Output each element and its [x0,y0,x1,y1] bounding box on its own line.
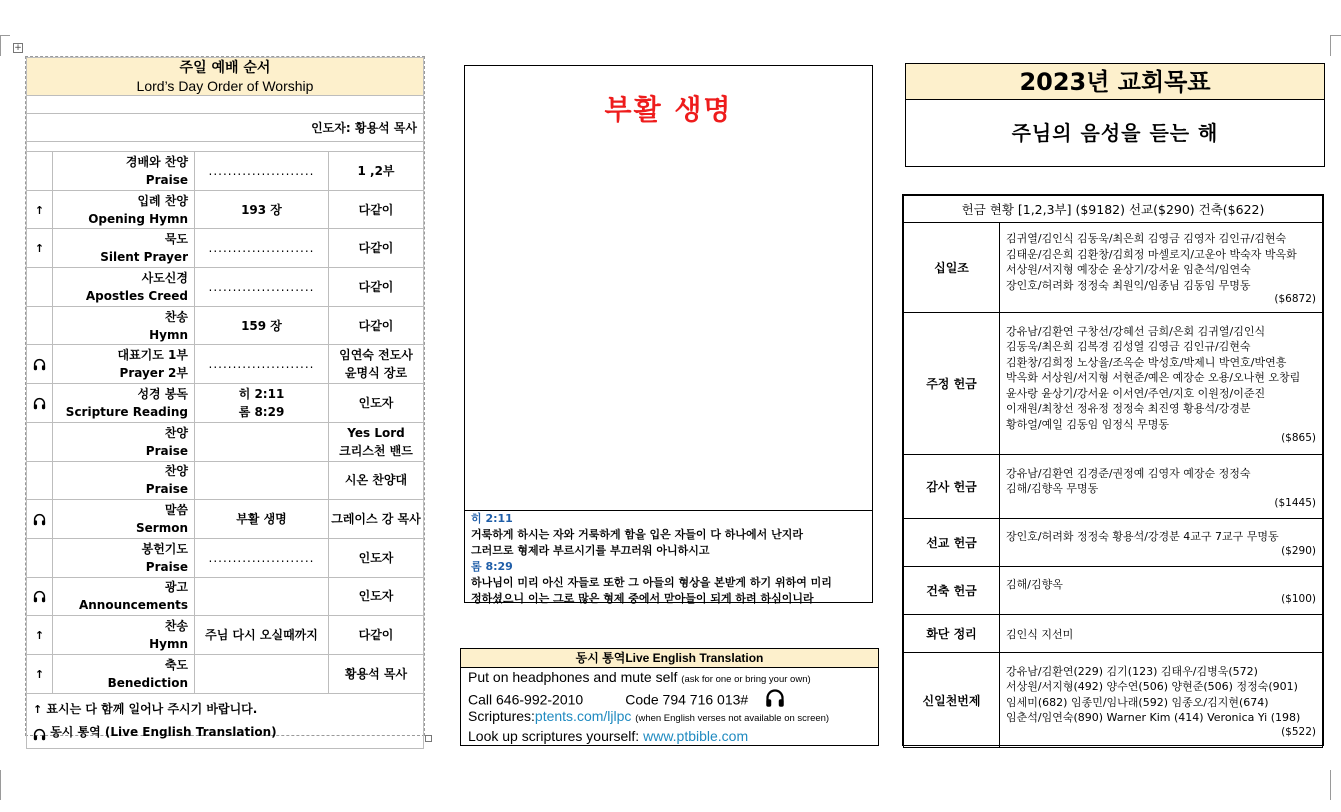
translation-line-headphones [461,668,878,688]
order-name-en: Sermon [136,521,188,536]
order-name-ko: 축도 [164,657,188,672]
lookup-label: Look up scriptures yourself: [468,727,640,744]
page-corner-mark [1330,770,1331,800]
order-name [53,345,195,384]
page-corner-mark [1330,35,1341,36]
order-detail-cell [195,538,329,577]
order-name [53,190,195,229]
worship-row [27,306,424,345]
order-mark [27,345,53,384]
order-name-ko: 찬송 [164,619,188,634]
worship-row [27,190,424,229]
worship-title-en: Lord’s Day Order of Worship [136,77,314,94]
headphones-icon [33,358,46,371]
offering-row [904,223,1323,313]
order-leader: 다같이 [358,279,394,294]
offering-category: 선교 헌금 [904,519,1000,567]
order-detail-cell [195,229,329,268]
order-mark [27,384,53,423]
verse-line: 정하셨으니 이는 그로 많은 형제 중에서 맏아들이 되게 하려 하심이니라 [471,592,814,605]
order-leader-cell [329,190,424,229]
order-detail-cell [195,345,329,384]
headphones-note: (ask for one or bring your own) [681,674,811,685]
order-name-en: Apostles Creed [85,288,188,303]
order-leader: 시온 찬양대 [344,473,408,488]
order-name-ko: 묵도 [164,232,188,247]
order-detail-cell [195,268,329,307]
order-leader-cell [329,268,424,307]
offering-names-line: 서상원/서지형 예장순 윤상기/강서윤 임춘석/임연숙 [1006,263,1251,276]
order-detail-cell [195,654,329,693]
order-leader: 다같이 [358,241,394,256]
offering-names-line: 김귀열/김인식 김동욱/최은희 김영금 김영자 김인규/김현숙 [1006,232,1287,245]
order-name [53,654,195,693]
worship-order-table [25,56,425,740]
order-detail: 193 장 [241,202,282,217]
table-move-handle-icon[interactable]: + [14,43,22,53]
offering-amount: ($100) [1281,592,1316,605]
offering-amount: ($522) [1281,725,1316,738]
page-corner-mark [0,36,1,56]
offering-names-line: 김해/김향옥 무명동 [1006,482,1099,495]
translation-line-call [461,688,878,708]
offering-names-line: 이재원/최창선 정유정 정정숙 최진영 황용석/강경분 [1006,402,1251,416]
headphones-icon [33,590,46,603]
order-leader: 그레이스 강 목사 [331,512,421,527]
order-leader-cell [329,654,424,693]
order-detail: 롬 8:29 [238,404,285,419]
offering-amount: ($865) [1281,432,1316,445]
order-name-en: Praise [145,172,188,187]
offering-names-line: 서상원/서지형(492) 양수연(506) 양현준(506) 정정숙(901) [1006,680,1298,693]
order-leader-cell [329,306,424,345]
order-detail-cell [195,461,329,500]
verse-line: 하나님이 미리 아신 자들로 또한 그 아들의 형상을 본받게 하기 위하여 미리 [471,576,832,589]
order-leader-cell [329,461,424,500]
ptbible-link[interactable]: www.ptbible.com [643,727,749,744]
live-translation-box [460,648,879,746]
order-name-ko: 입례 찬양 [137,193,188,208]
offering-category: 화단 정리 [904,615,1000,653]
spacer-row [27,142,424,152]
order-mark [27,152,53,191]
order-name-ko: 경배와 찬양 [125,154,188,169]
goal-theme: 주님의 음성을 듣는 해 [1011,121,1219,145]
scripture-verses [465,510,872,605]
order-name-en: Prayer 2부 [119,366,188,381]
offering-names-line: 황하얼/예일 김동임 임정식 무명동 [1006,417,1169,431]
offering-names-line: 김동욱/최은희 김복경 김성열 김영금 김인규/김현숙 [1006,340,1251,354]
order-mark [27,306,53,345]
offering-names-line: 김해/김향옥 [1006,578,1063,592]
offering-names-line: 강유남/김환연 구창선/강혜선 금희/은회 김귀열/김인식 [1006,324,1266,338]
offering-row [904,615,1323,653]
offering-names-line: 김태운/김은희 김환창/김희정 마셀로지/고운아 박숙자 박옥화 [1006,247,1297,261]
order-leader: 윤명식 장로 [344,366,408,381]
order-leader: 크리스천 밴드 [339,443,413,458]
order-detail-cell [195,306,329,345]
order-detail-cell [195,616,329,655]
headphones-icon [33,513,46,526]
sermon-box [464,65,873,603]
call-code: Code 794 716 013# [625,690,749,707]
order-leader-cell [329,500,424,539]
order-leader: 다같이 [358,318,394,333]
order-leader: 인도자 [358,550,394,565]
offering-names-line: 강유남/김환연(229) 김기(123) 김태우/김병욱(572) [1006,664,1258,678]
offering-header: 헌금 현황 [1,2,3부] ($9182) 선교($290) 건축($622) [904,196,1323,223]
order-name-en: Hymn [149,327,188,342]
order-detail: 부활 생명 [236,512,287,527]
page-corner-mark [0,770,1,800]
offering-row [904,313,1323,455]
church-goal-box [905,63,1325,167]
headphones-icon [33,726,46,739]
offering-names [1000,223,1323,313]
order-name-ko: 대표기도 1부 [117,348,188,363]
order-name [53,538,195,577]
page-corner-mark [0,35,10,36]
offering-names-line: 임세미(682) 임종민/임나래(592) 임종오/김지현(674) [1006,695,1269,709]
worship-row [27,384,424,423]
scriptures-label: Scriptures: [468,708,535,724]
order-leader-cell [329,345,424,384]
order-mark [27,422,53,461]
order-leader: 인도자 [358,589,394,604]
order-name [53,500,195,539]
offering-amount: ($6872) [1274,293,1316,305]
order-mark [27,654,53,693]
worship-row [27,500,424,539]
order-leader-cell [329,538,424,577]
order-mark [27,616,53,655]
order-name-en: Praise [145,482,188,497]
stand-note [33,698,423,721]
goal-title: 2023년 교회목표 [906,64,1324,100]
table-resize-handle[interactable] [425,735,432,742]
order-leader-cell [329,577,424,616]
offering-names-line: 김인식 지선미 [1006,627,1074,641]
stand-arrow-icon: ↑ [34,203,45,217]
order-leader-cell [329,152,424,191]
scriptures-note: (when English verses not available on screen) [635,713,830,724]
order-detail: 주님 다시 오실때까지 [205,628,318,643]
translation-note [33,721,423,743]
order-name [53,616,195,655]
offering-names [1000,615,1323,653]
offering-category: 주정 헌금 [904,313,1000,455]
offering-row [904,455,1323,519]
translation-note-text: 동시 통역 (Live English Translation) [50,725,277,740]
offering-names-line: 박옥화 서상원/서지형 서현준/예은 예장순 오용/오나현 오창림 [1006,371,1301,385]
order-detail-cell [195,422,329,461]
order-mark [27,268,53,307]
worship-title-ko: 주일 예배 순서 [179,59,271,76]
order-name-en: Opening Hymn [88,211,188,226]
order-mark [27,229,53,268]
order-detail: ...................... [208,357,315,372]
order-detail-cell [195,577,329,616]
order-mark [27,190,53,229]
order-detail-cell [195,152,329,191]
order-leader-cell [329,229,424,268]
offering-names [1000,519,1323,567]
order-leader: 인도자 [358,395,394,410]
worship-row [27,422,424,461]
offering-names [1000,455,1323,519]
offering-row [904,653,1323,748]
order-leader: 황용석 목사 [344,666,408,681]
worship-row [27,654,424,693]
headphones-icon [33,397,46,410]
worship-row [27,616,424,655]
stand-arrow-icon: ↑ [33,703,43,717]
order-leader: 다같이 [358,202,394,217]
offering-category: 신일천번제 [904,653,1000,748]
order-name [53,461,195,500]
order-name-ko: 찬양 [164,425,188,440]
offering-names-line: 김환창/김희정 노상율/조옥순 박성호/박제니 박연호/박연흥 [1006,355,1287,369]
stand-note-text: 표시는 다 함께 일어나 주시기 바랍니다. [46,702,258,717]
translation-header: 동시 통역Live English Translation [461,649,878,668]
order-name-en: Praise [145,559,188,574]
order-name-ko: 사도신경 [141,270,188,285]
page-corner-mark [1330,36,1331,56]
verse-line: 그러므로 형제라 부르시기를 부끄러워 아니하시고 [471,544,710,557]
order-name-en: Hymn [149,637,188,652]
order-leader-cell [329,422,424,461]
order-name-ko: 봉헌기도 [141,541,188,556]
order-detail: ...................... [208,163,315,178]
offering-category: 건축 헌금 [904,567,1000,615]
offering-names-line: 강유남/김환연 김경준/권정예 김영자 예장순 정정숙 [1006,466,1251,480]
order-leader-cell [329,384,424,423]
order-mark [27,461,53,500]
stand-arrow-icon: ↑ [34,242,45,256]
call-number: Call 646-992-2010 [468,690,584,707]
stand-arrow-icon: ↑ [34,667,45,681]
blank-row [27,96,424,114]
order-name [53,577,195,616]
order-detail: 히 2:11 [238,386,285,401]
order-name [53,152,195,191]
offering-names [1000,567,1323,615]
order-leader: 다같이 [358,628,394,643]
order-detail: ...................... [208,279,315,294]
worship-row [27,268,424,307]
order-name-en: Scripture Reading [65,404,188,419]
offering-names-line: 장인호/허려화 정정숙 황용석/강경분 4교구 7교구 무명동 [1006,530,1279,544]
translation-line-lookup [461,727,878,747]
verse-ref-1: 히 2:11 [471,512,513,525]
worship-title-cell [27,58,424,96]
order-detail-cell [195,190,329,229]
order-name [53,384,195,423]
order-detail-cell [195,384,329,423]
worship-row [27,461,424,500]
order-name-en: Announcements [78,598,188,613]
offering-amount: ($290) [1281,544,1316,557]
order-leader: 1 ,2부 [357,163,395,178]
order-name-en: Silent Prayer [100,250,188,265]
order-leader: 임연숙 전도사 [339,348,413,363]
offering-names-line: 임춘석/임연숙(890) Warner Kim (414) Veronica Yi (198) [1006,711,1301,724]
worship-row [27,152,424,191]
order-leader: Yes Lord [347,425,405,440]
order-detail: 159 장 [241,318,282,333]
order-name [53,306,195,345]
order-name-en: Benediction [107,675,188,690]
order-mark [27,577,53,616]
offering-names-line: 윤사랑 윤상기/강서윤 이서연/주연/지호 이원정/이준진 [1006,386,1266,400]
worship-row [27,229,424,268]
worship-footnote [27,693,424,748]
order-name [53,229,195,268]
offering-names [1000,313,1323,455]
headphones-instruction: Put on headphones and mute self [468,669,678,685]
order-name-ko: 성경 봉독 [137,386,188,401]
scriptures-link[interactable]: ptents.com/ljlpc [534,708,632,724]
translation-line-scriptures [461,707,878,727]
verse-line: 거룩하게 하시는 자와 거룩하게 함을 입은 자들이 다 하나에서 난지라 [471,528,803,541]
sermon-title: 부활 생명 [604,93,733,126]
worship-leader: 인도자: 황용석 목사 [27,114,424,142]
offering-names [1000,653,1323,748]
worship-row [27,345,424,384]
order-mark [27,500,53,539]
stand-arrow-icon: ↑ [34,629,45,643]
order-name [53,422,195,461]
verse-ref-2: 롬 8:29 [471,560,513,573]
offering-names-line: 장인호/허려화 정정숙 최원익/임종님 김동임 무명동 [1006,278,1251,292]
offering-row [904,567,1323,615]
order-leader-cell [329,616,424,655]
worship-row [27,538,424,577]
offering-row [904,519,1323,567]
offering-category: 감사 헌금 [904,455,1000,519]
offering-amount: ($1445) [1274,496,1316,509]
order-name-ko: 찬송 [164,309,188,324]
order-name [53,268,195,307]
order-name-ko: 말씀 [164,503,188,518]
order-detail: ...................... [208,241,315,256]
order-detail: ...................... [208,550,315,565]
order-detail-cell [195,500,329,539]
order-mark [27,538,53,577]
worship-row [27,577,424,616]
offering-table [902,194,1324,746]
offering-category: 십일조 [904,223,1000,313]
order-name-en: Praise [145,443,188,458]
order-name-ko: 광고 [164,580,188,595]
order-name-ko: 찬양 [164,464,188,479]
